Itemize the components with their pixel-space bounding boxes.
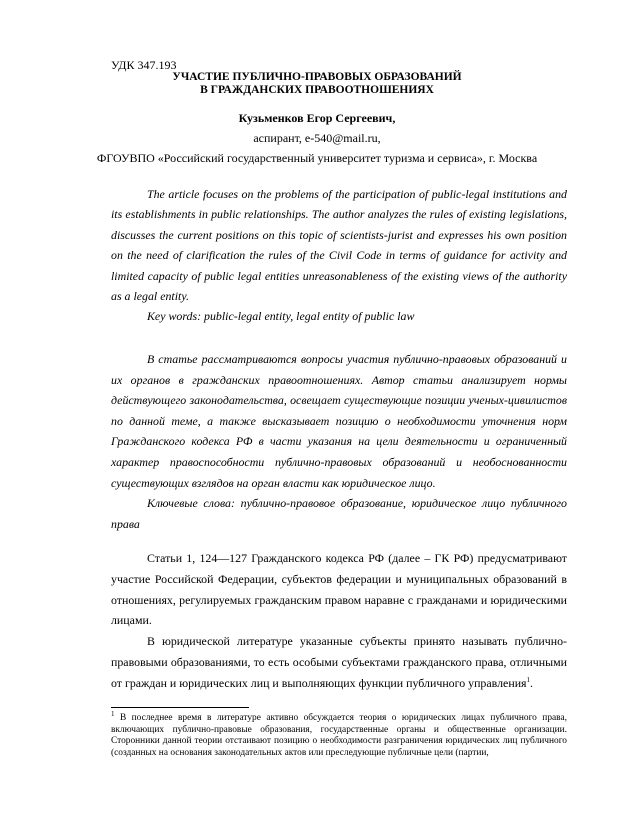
main-paragraph-2-text: В юридической литературе указанные субъекты принято называть публично-правовыми образованиями, то есть особыми субъектами гражданского права, отличными от граждан и юридических лиц и выполняющих функции публичного управления — [111, 634, 567, 690]
title-line-2: В ГРАЖДАНСКИХ ПРАВООТНОШЕНИЯХ — [200, 84, 434, 96]
abstract-ru-text: В статье рассматриваются вопросы участия публично-правовых образований и их органов в гражданских правоотношениях. Автор статьи анализирует нормы действующего законодательства, освещает существующие позиции ученых-цивилистов по данной теме, а также высказывает позицию о необходимости уточнения норм Гражданского кодекса РФ в части указания на цели деятельности и ограниченный характер правоспособности публично-правовых образований и необоснованности существующих взглядов на орган власти как юридическое лицо. — [111, 352, 567, 490]
main-paragraph-2 — [111, 631, 567, 693]
author-affiliation: ФГОУВПО «Российский государственный университет туризма и сервиса», г. Москва — [96, 151, 538, 165]
author-position: аспирант, e-540@mail.ru, — [253, 131, 381, 145]
abstract-russian — [111, 349, 567, 534]
abstract-en-keywords: Key words: public-legal entity, legal entity of public law — [147, 309, 415, 324]
title-line-1: УЧАСТИЕ ПУБЛИЧНО-ПРАВОВЫХ ОБРАЗОВАНИЙ — [172, 71, 462, 83]
main-paragraph-2-end: . — [530, 675, 534, 690]
main-paragraph-1: Статьи 1, 124—127 Гражданского кодекса РФ (далее – ГК РФ) предусматривают участие Российской Федерации, субъектов федерации и муниципальных образований в отношениях, регулируемых гражданским правом наравне с гражданами и юридическими лицами. — [111, 551, 567, 628]
udk-code: УДК 347.193 — [111, 58, 177, 72]
footnote — [111, 709, 567, 760]
abstract-en-text: The article focuses on the problems of the participation of public-legal institutions and its establishments in public relationships. The author analyzes the rules of existing legislations, discusses the current positions on this topic of scientists-jurist and expresses his own position on the need of clarification the rules of the Civil Code in terms of guidance for activity and limited capacity of public legal entities unreasonableness of the existing views of the authority as a legal entity. — [111, 187, 567, 304]
author-name: Кузьменков Егор Сергеевич, — [238, 111, 396, 125]
footnote-divider — [111, 707, 249, 708]
article-title — [0, 71, 634, 97]
author-block — [0, 108, 634, 168]
main-text — [111, 548, 567, 694]
abstract-ru-keywords: Ключевые слова: публично-правовое образование, юридическое лицо публичного права — [111, 496, 567, 531]
footnote-reference[interactable]: 1 — [526, 675, 531, 684]
abstract-english — [111, 184, 567, 327]
footnote-text: В последнее время в литературе активно обсуждается теория о юридических лицах публичного права, включающих публично-правовые образования, государственные органы и общественные организации. Сторонники данной теории отстаивают позицию о необходимости разграничения юридических лиц публичного (созданных на основания законодательных актов или преследующие публичные цели (партии, — [111, 713, 567, 759]
footnote-mark: 1 — [111, 709, 115, 718]
